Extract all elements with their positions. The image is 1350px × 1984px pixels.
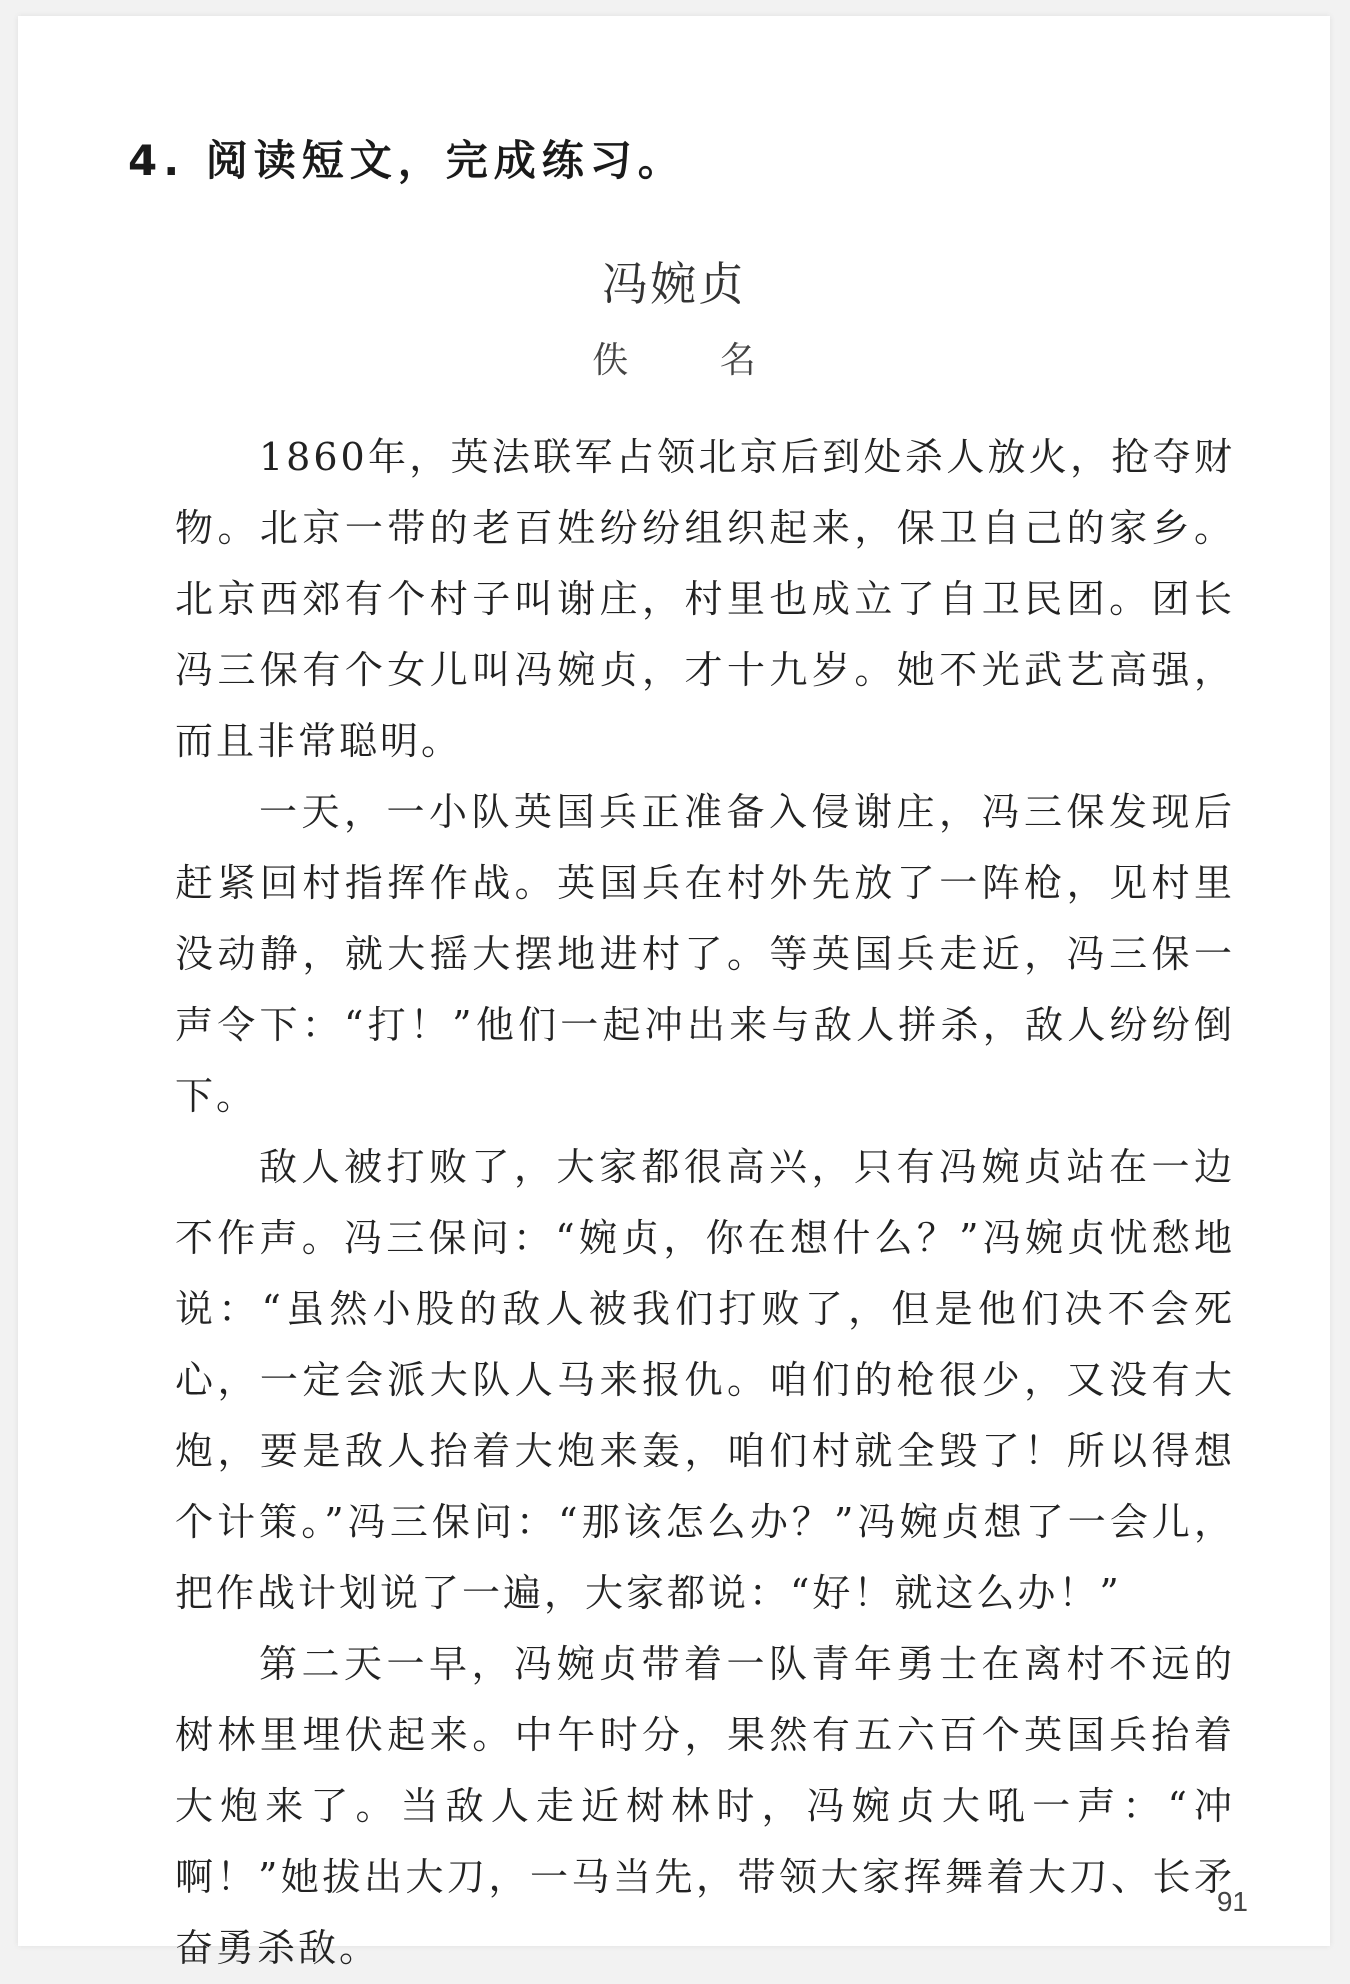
article-title: 冯婉贞: [602, 257, 746, 311]
article-author: 佚 名: [592, 340, 796, 381]
paragraph-4: 第二天一早，冯婉贞带着一队青年勇士在离村不远的树林里埋伏起来。中午时分，果然有五六百个英国兵抬着大炮来了。当敌人走近树林时，冯婉贞大吼一声：“冲啊！”她拔出大刀，一马当先，带领大家挥舞着大刀、长矛奋勇杀敌。: [175, 1642, 1235, 1970]
page-number: 91: [1216, 1886, 1248, 1917]
textbook-page: [18, 16, 1330, 1970]
exercise-heading: 4. 阅读短文，完成练习。: [128, 136, 686, 185]
paragraph-2: 一天，一小队英国兵正准备入侵谢庄，冯三保发现后赶紧回村指挥作战。英国兵在村外先放了一阵枪，见村里没动静，就大摇大摆地进村了。等英国兵走近，冯三保一声令下：“打！”他们一起冲出来与敌人拼杀，敌人纷纷倒下。: [175, 790, 1235, 1118]
article-body: [175, 422, 1235, 1984]
paragraph-3: 敌人被打败了，大家都很高兴，只有冯婉贞站在一边不作声。冯三保问：“婉贞，你在想什么？”冯婉贞忧愁地说：“虽然小股的敌人被我们打败了，但是他们决不会死心，一定会派大队人马来报仇。咱们的枪很少，又没有大炮，要是敌人抬着大炮来轰，咱们村就全毁了！所以得想个计策。”冯三保问：“那该怎么办？”冯婉贞想了一会儿，把作战计划说了一遍，大家都说：“好！就这么办！”: [175, 1145, 1235, 1615]
paragraph-1: 1860年，英法联军占领北京后到处杀人放火，抢夺财物。北京一带的老百姓纷纷组织起来，保卫自己的家乡。北京西郊有个村子叫谢庄，村里也成立了自卫民团。团长冯三保有个女儿叫冯婉贞，才十九岁。她不光武艺高强，而且非常聪明。: [175, 435, 1235, 763]
